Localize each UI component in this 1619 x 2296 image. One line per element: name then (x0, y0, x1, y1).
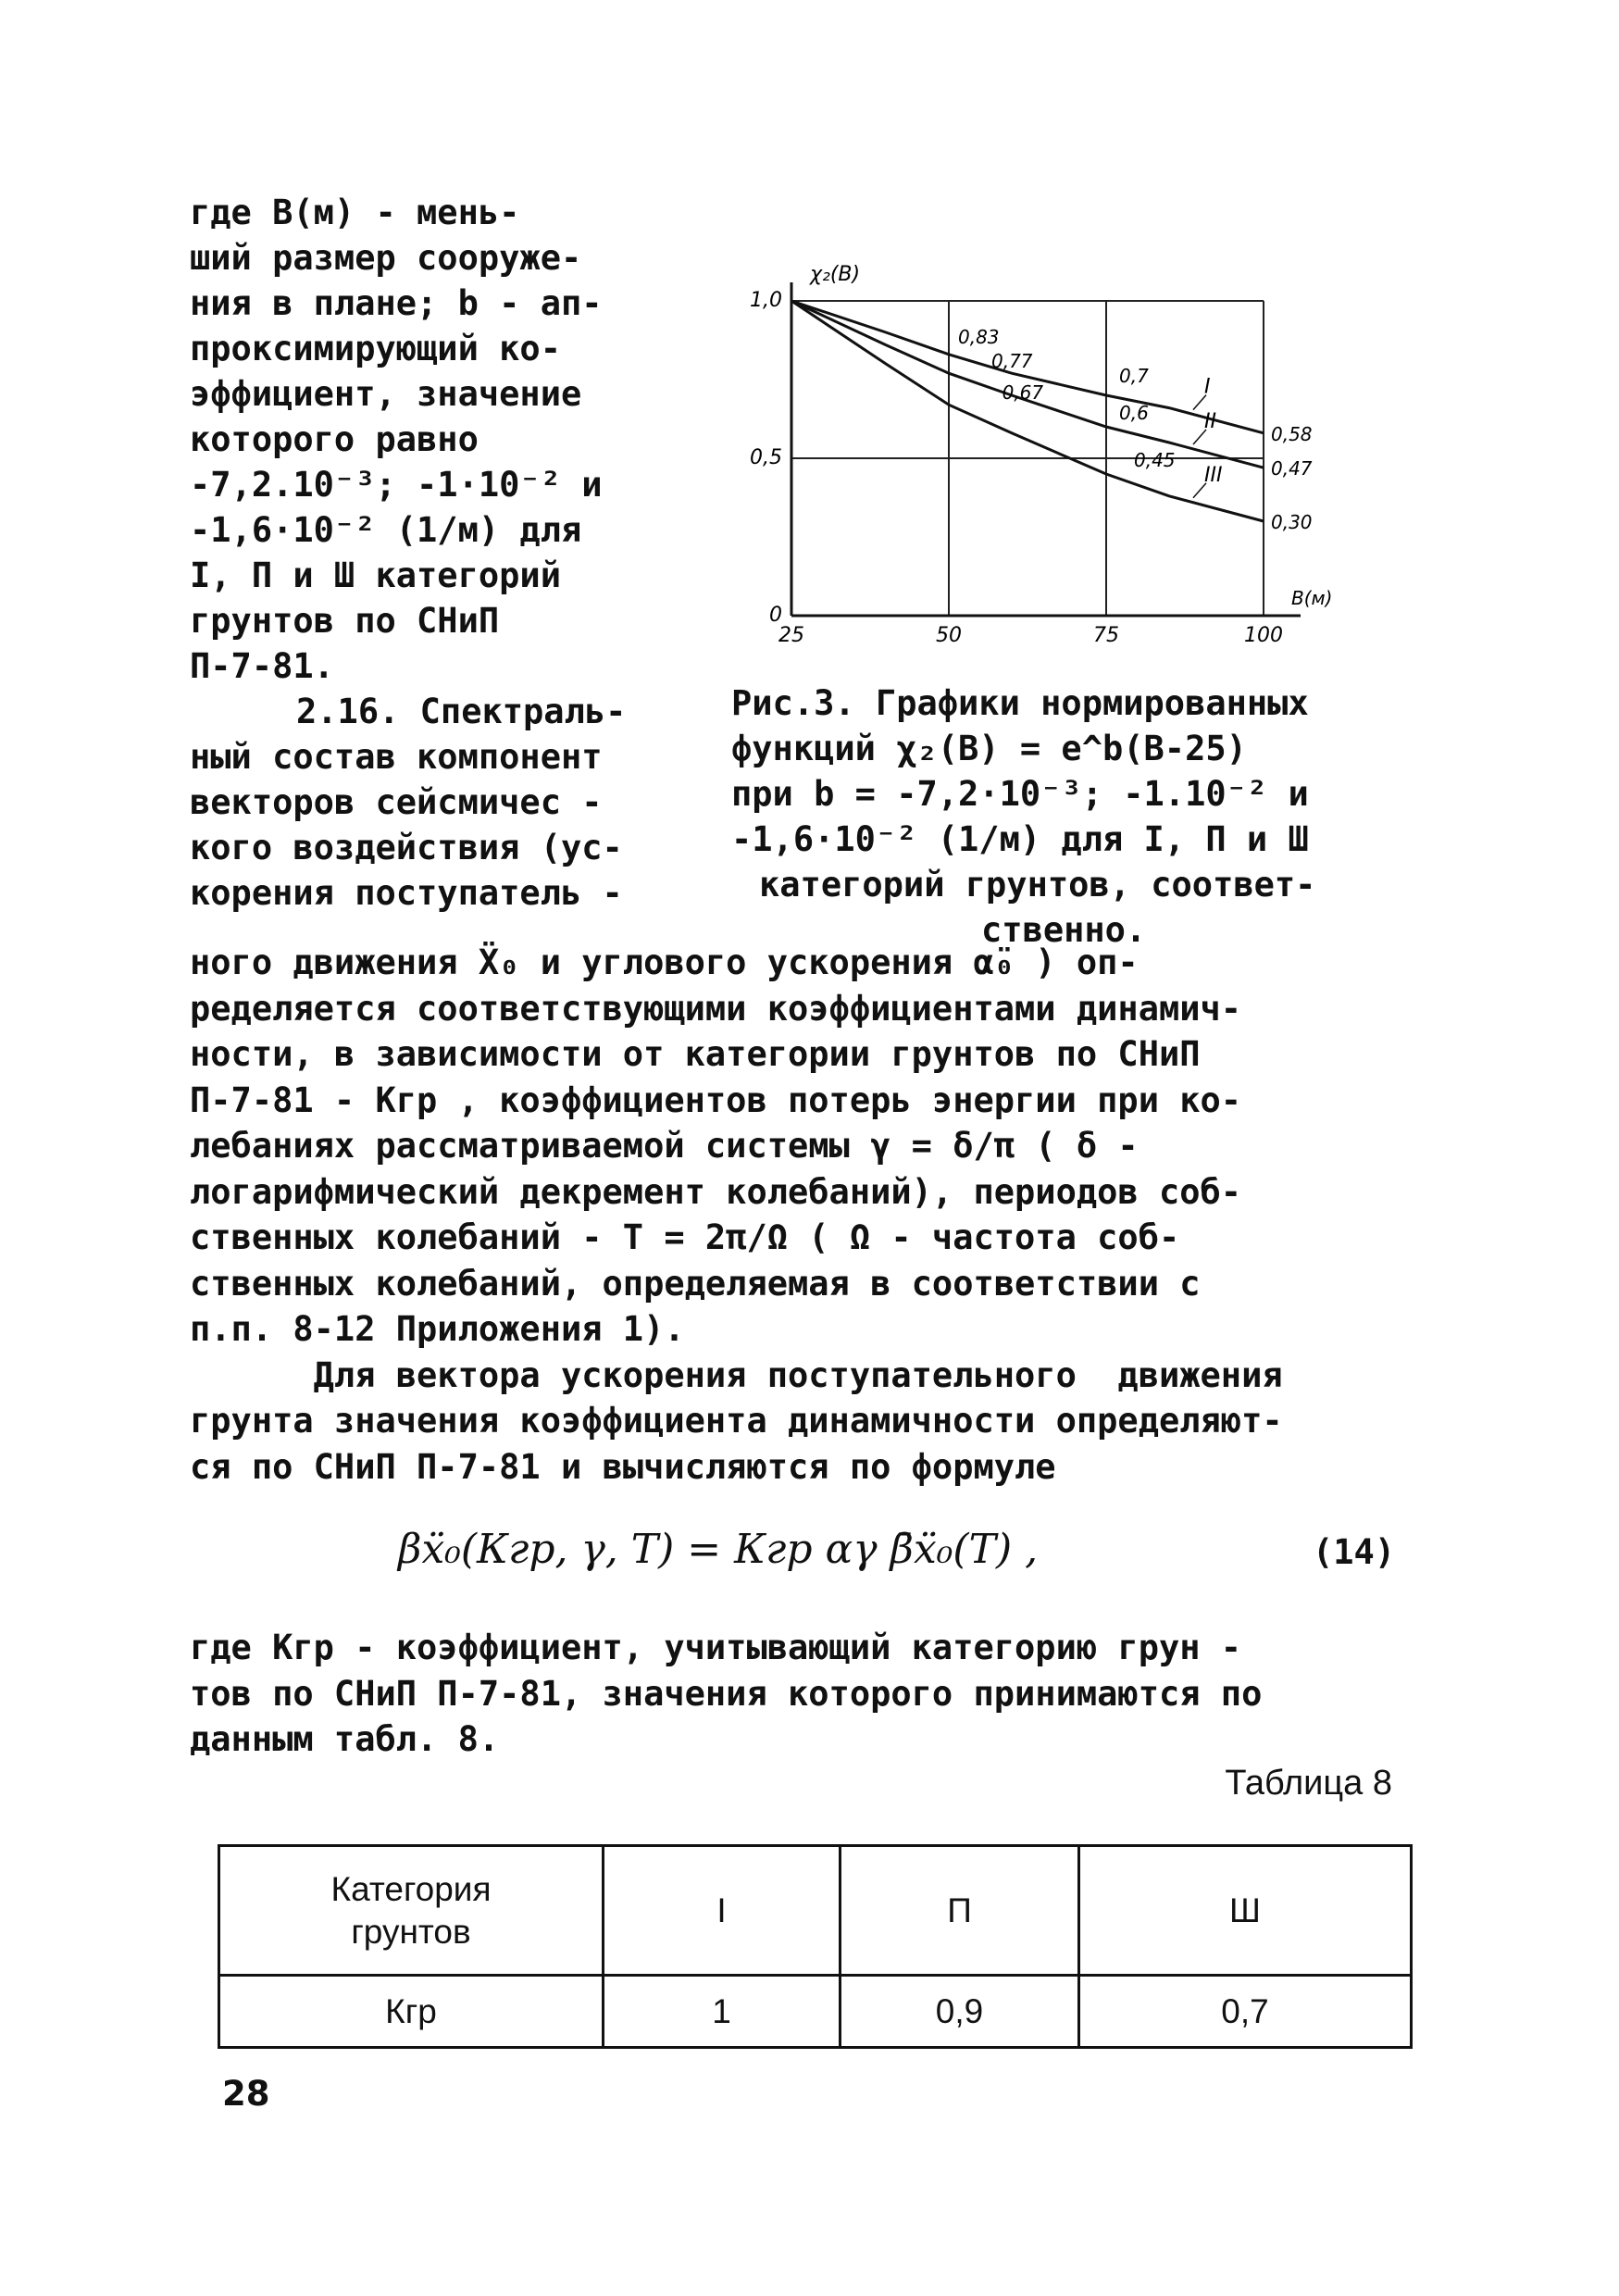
text-line: грунта значения коэффициента динамичности определяют- (190, 1401, 1283, 1441)
x-tick-label: 100 (1244, 624, 1283, 647)
x-tick-label: 75 (1093, 624, 1119, 647)
body-text (190, 940, 1412, 1490)
formula-explanation (190, 1625, 1412, 1763)
series-label: III (1204, 463, 1223, 487)
x-tick-label: 50 (936, 624, 962, 647)
y-axis-label: χ₂(B) (810, 263, 861, 286)
text-line: ределяется соответствующими коэффициентами динамич- (190, 988, 1242, 1029)
text-line: проксимирующий ко- (190, 329, 561, 368)
text-line: грунтов по СНиП (190, 601, 500, 641)
text-line: ный состав компонент (190, 737, 603, 777)
table-header-cell: Ш (1079, 1846, 1412, 1976)
point-value-label: 0,47 (1271, 457, 1313, 480)
figure-caption (731, 680, 1398, 953)
table-row (219, 1976, 1412, 2048)
table-header-cell: П (841, 1846, 1079, 1976)
text-line: ности, в зависимости от категории грунтов по СНиП (190, 1034, 1201, 1074)
table-cell: 0,7 (1079, 1976, 1412, 2048)
formula-14: βẍ₀(Кгр, γ, T) = Кгр αγ β̄ẍ₀(T) , (398, 1526, 1039, 1573)
text-line: где Кгр - коэффициент, учитывающий категорию грун - (190, 1628, 1242, 1667)
text-line: где В(м) - мень- (190, 193, 520, 232)
caption-line: Рис.3. Графики нормированных (731, 683, 1309, 723)
text-line: лебаниях рассматриваемой системы γ = δ/π ( δ - (190, 1126, 1139, 1166)
table-title: Таблица 8 (1225, 1764, 1392, 1803)
page-number: 28 (222, 2074, 270, 2114)
text-line: кого воздействия (ус- (190, 828, 623, 867)
text-line: ший размер сооруже- (190, 238, 582, 278)
text-line: П-7-81. (190, 646, 334, 686)
table-cell: 1 (604, 1976, 841, 2048)
text-line: векторов сейсмичес - (190, 782, 603, 822)
text-line: ственных колебаний - T = 2π/Ω ( Ω - частота соб- (190, 1217, 1180, 1257)
table-header-row (219, 1846, 1412, 1976)
y-tick-label: 1,0 (750, 289, 782, 312)
text-line: п.п. 8-12 Приложения 1). (190, 1309, 685, 1349)
table-header-cell: Категория грунтов (219, 1846, 604, 1976)
y-tick-label: 0,5 (750, 446, 782, 469)
text-line: тов по СНиП П-7-81, значения которого принимаются по (190, 1673, 1263, 1714)
formula-number: (14) (1313, 1532, 1396, 1572)
text-line: -7,2.10⁻³; -1·10⁻² и (190, 465, 603, 505)
normalized-function-chart (741, 259, 1370, 648)
text-line: которого равно (190, 419, 479, 459)
section-heading-2-16: 2.16. Спектраль- (296, 692, 627, 731)
point-value-label: 0,6 (1119, 402, 1149, 424)
x-tick-label: 25 (778, 624, 804, 647)
point-value-label: 0,77 (991, 350, 1033, 373)
left-column-text (190, 190, 671, 916)
point-value-label: 0,7 (1119, 365, 1149, 387)
text-line: эффициент, значение (190, 374, 582, 414)
caption-line: при b = -7,2·10⁻³; -1.10⁻² и (731, 774, 1309, 814)
text-line: П-7-81 - Кгр , коэффициентов потерь энергии при ко- (190, 1079, 1242, 1120)
x-axis-label: B(м) (1291, 587, 1333, 609)
text-line: ся по СНиП П-7-81 и вычисляются по формуле (190, 1446, 1056, 1487)
text-line: данным табл. 8. (190, 1719, 500, 1759)
point-value-label: 0,83 (958, 325, 1000, 348)
caption-line: категорий грунтов, соответ- (759, 865, 1316, 905)
point-value-label: 0,30 (1271, 511, 1313, 533)
table-header-cell: I (604, 1846, 841, 1976)
caption-line: -1,6·10⁻² (1/м) для I, П и Ш (731, 819, 1309, 859)
series-label: II (1204, 410, 1216, 433)
point-value-label: 0,67 (1002, 381, 1044, 405)
text-line: Для вектора ускорения поступательного движения (190, 1354, 1283, 1395)
caption-line: функций χ₂(В) = e^b(B-25) (731, 729, 1247, 768)
y-tick-label: 0 (769, 604, 782, 627)
soil-category-table (218, 1844, 1413, 2049)
text-line: ния в плане; b - ап- (190, 283, 603, 323)
caption-line: ственно. (981, 910, 1147, 950)
series-label: I (1204, 375, 1211, 399)
table-cell: Кгр (219, 1976, 604, 2048)
text-line: I, П и Ш категорий (190, 555, 561, 595)
text-line: корения поступатель - (190, 873, 623, 913)
table-cell: 0,9 (841, 1976, 1079, 2048)
text-line: ного движения Ẍ₀ и углового ускорения α̈₀ ) оп- (190, 942, 1139, 982)
point-value-label: 0,45 (1134, 449, 1176, 471)
text-line: логарифмический декремент колебаний), периодов соб- (190, 1171, 1242, 1212)
text-line: -1,6·10⁻² (1/м) для (190, 510, 582, 550)
text-line: ственных колебаний, определяемая в соответствии с (190, 1263, 1201, 1304)
point-value-label: 0,58 (1271, 422, 1313, 445)
